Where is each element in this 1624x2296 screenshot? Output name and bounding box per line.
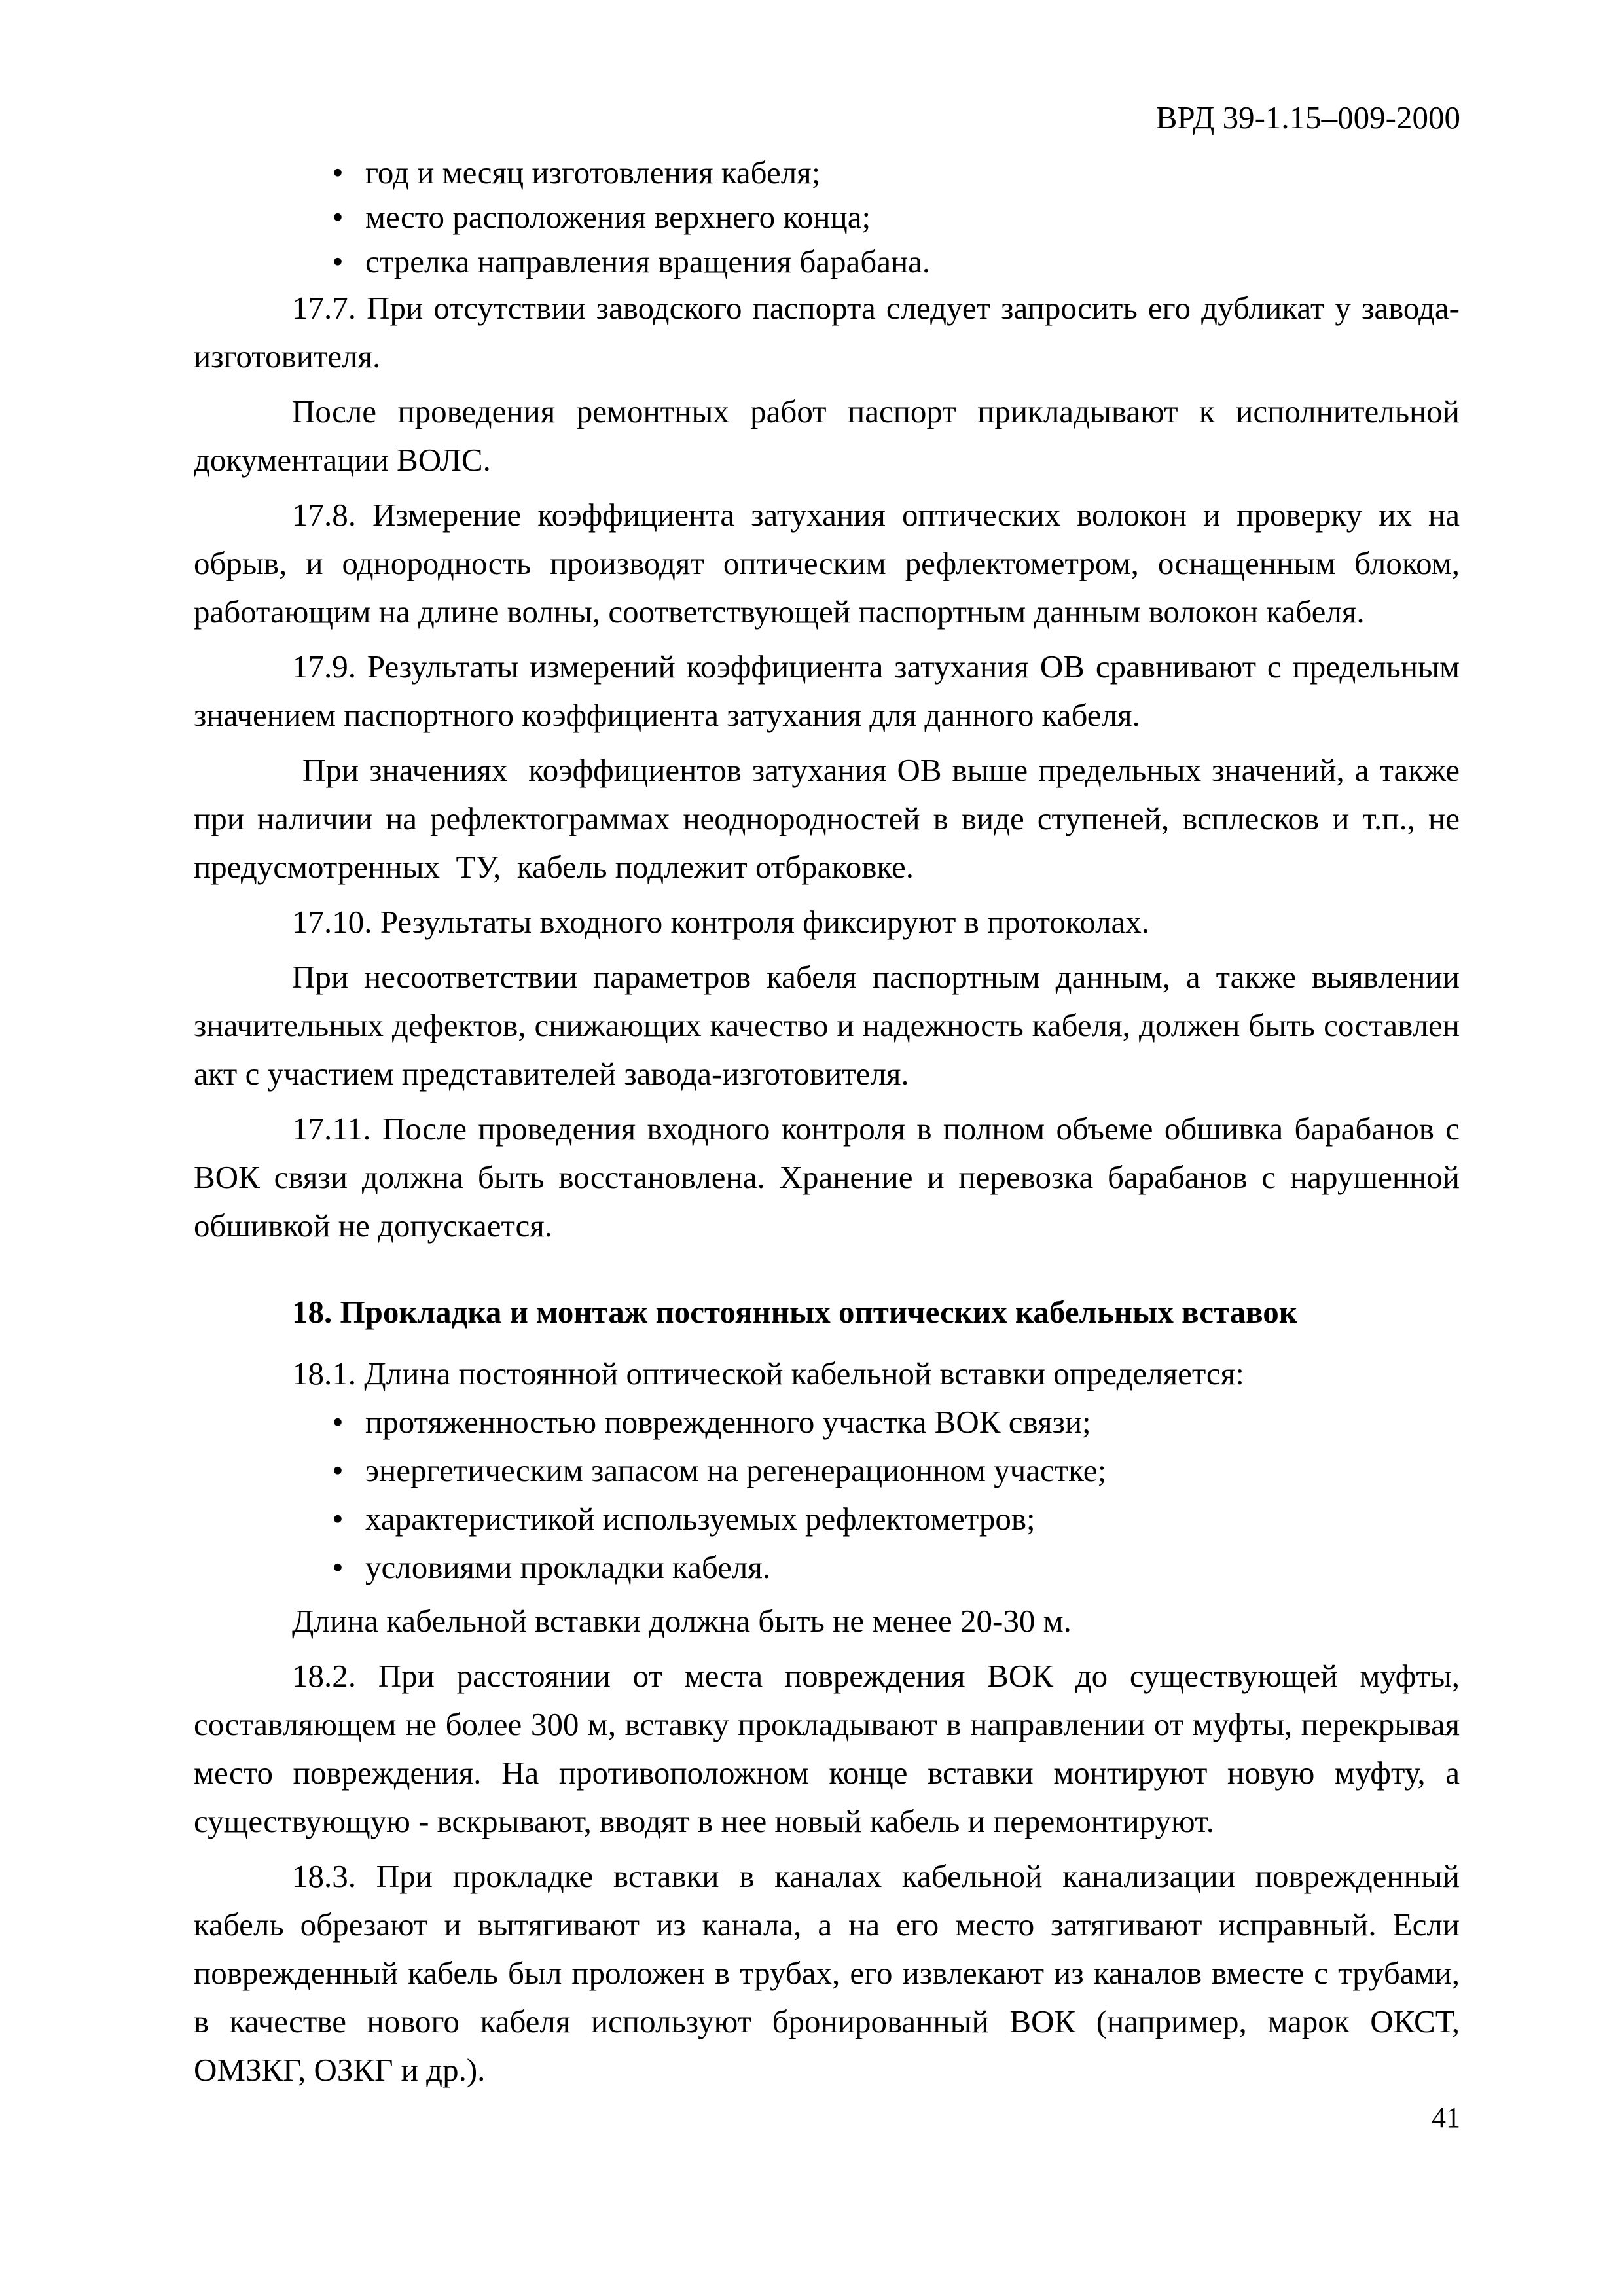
paragraph-17-10: 17.10. Результаты входного контроля фиксируют в протоколах. [292, 904, 1150, 940]
list-item: • энергетическим запасом на регенерационном участке; [194, 1446, 1460, 1495]
list-item: • характеристикой используемых рефлектометров; [194, 1495, 1460, 1543]
paragraph-18-3: 18.3. При прокладке вставки в каналах кабельной канализации поврежденный кабель обрезают и вытягивают из канала, а на его место затягивают исправный. Если поврежденный кабель был проложен в трубах, его извлекают из каналов вместе с трубами, в качестве нового кабеля используют бронированный ВОК (например, марок ОКСТ, ОМЗКГ, ОЗКГ и др.). [194, 1858, 1460, 2088]
bullet-list-cable-marking [194, 151, 1460, 284]
bullet-icon: • [332, 1549, 344, 1585]
paragraph-17-9: 17.9. Результаты измерений коэффициента затухания ОВ сравнивают с предельным значением паспортного коэффициента затухания для данного кабеля. [194, 649, 1460, 733]
bullet-icon: • [332, 154, 344, 190]
paragraph-17-7: 17.7. При отсутствии заводского паспорта следует запросить его дубликат у завода-изготовителя. [194, 290, 1460, 374]
list-item: • стрелка направления вращения барабана. [194, 240, 1460, 284]
paragraph-passport-after-repair: После проведения ремонтных работ паспорт прикладывают к исполнительной документации ВОЛС. [194, 393, 1460, 478]
bullet-icon: • [332, 1404, 344, 1440]
paragraph-insert-min-length: Длина кабельной вставки должна быть не менее 20-30 м. [292, 1603, 1072, 1639]
list-item: • место расположения верхнего конца; [194, 195, 1460, 240]
paragraph-17-8: 17.8. Измерение коэффициента затухания оптических волокон и проверку их на обрыв, и однородность производят оптическим рефлектометром, оснащенным блоком, работающим на длине волны, соответствующей паспортным данным волокон кабеля. [194, 497, 1460, 630]
bullet-icon: • [332, 1452, 344, 1488]
section-18-heading: 18. Прокладка и монтаж постоянных оптических кабельных вставок [292, 1294, 1298, 1330]
page-number: 41 [1432, 2102, 1460, 2134]
list-item: • год и месяц изготовления кабеля; [194, 151, 1460, 195]
paragraph-rejection-criteria: При значениях коэффициентов затухания ОВ выше предельных значений, а также при наличии на рефлектограммах неоднородностей в виде ступеней, всплесков и т.п., не предусмотренных ТУ, кабель подлежит отбраковке. [194, 752, 1468, 885]
page-content [194, 151, 1468, 2101]
paragraph-18-1: 18.1. Длина постоянной оптической кабельной вставки определяется: [292, 1355, 1244, 1391]
bullet-list-insert-length-factors [194, 1398, 1460, 1592]
bullet-icon: • [332, 243, 344, 279]
list-item: • протяженностью поврежденного участка ВОК связи; [194, 1398, 1460, 1446]
paragraph-nonconformity-act: При несоответствии параметров кабеля паспортным данным, а также выявлении значительных дефектов, снижающих качество и надежность кабеля, должен быть составлен акт с участием представителей завода-изготовителя. [194, 959, 1460, 1092]
paragraph-17-11: 17.11. После проведения входного контроля в полном объеме обшивка барабанов с ВОК связи должна быть восстановлена. Хранение и перевозка барабанов с нарушенной обшивкой не допускается. [194, 1111, 1460, 1244]
list-item: • условиями прокладки кабеля. [194, 1543, 1460, 1592]
bullet-icon: • [332, 199, 344, 235]
bullet-icon: • [332, 1501, 344, 1537]
paragraph-18-2: 18.2. При расстоянии от места повреждения ВОК до существующей муфты, составляющем не более 300 м, вставку прокладывают в направлении от муфты, перекрывая место повреждения. На противоположном конце вставки монтируют новую муфту, а существующую - вскрывают, вводят в нее новый кабель и перемонтируют. [194, 1658, 1460, 1839]
document-code-header: ВРД 39-1.15–009-2000 [1155, 99, 1460, 135]
